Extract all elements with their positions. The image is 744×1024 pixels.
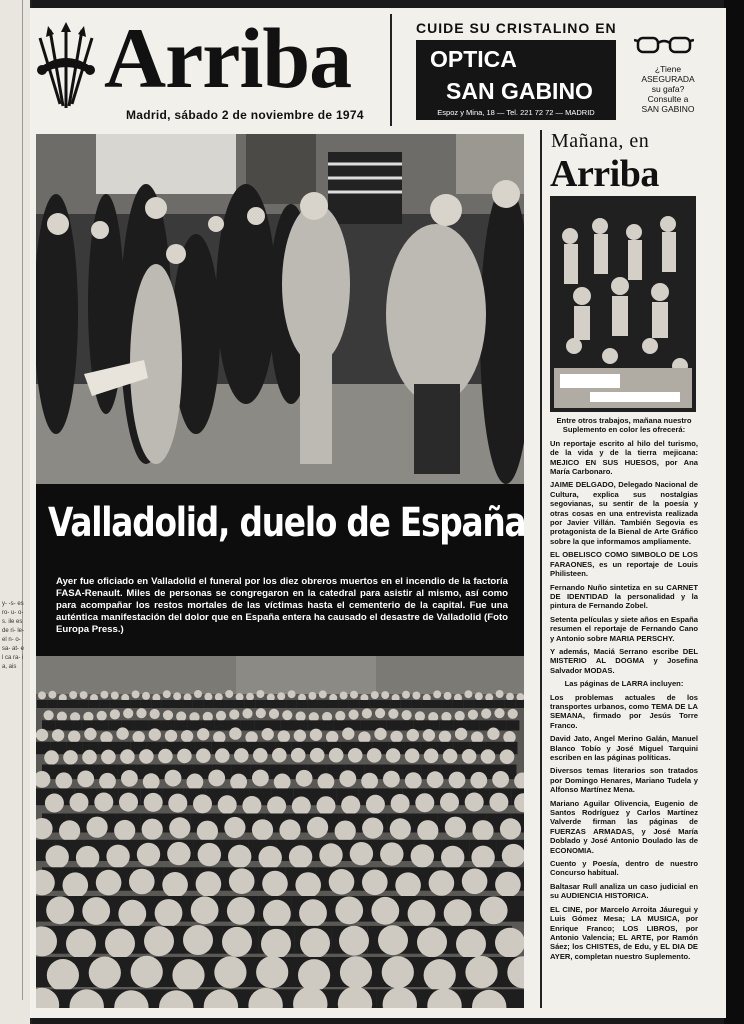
- sidebar-heading-title: Arriba: [550, 153, 659, 195]
- yoke-and-arrows-emblem-icon: [36, 22, 96, 112]
- left-page-text-fragment: y- -s- es ro- u- o- s. ile es de ri- le- el n- o- sa- at- el ca ra- ia, ais: [2, 601, 25, 670]
- larra-item: David Jato, Angel Merino Galán, Manuel Blanco Tobío y José Miguel Tarquini escriben en las páginas políticas.: [550, 734, 698, 762]
- sidebar-item: Fernando Nuño sintetiza en su CARNET DE IDENTIDAD la personalidad y la pintura de Fernando Zobel.: [550, 582, 698, 611]
- larra-item: Diversos temas literarios son tratados por Domingo Henares, Mariano Tudela y Alfonso Martínez Mena.: [550, 766, 698, 795]
- photo-caption: Ayer fue oficiado en Valladolid el funeral por los diez obreros muertos en el incendio de la factoría FASA-Renault. Miles de personas se congregaron en la catedral para asistir al mismo, así como para acompañar los restos mortales de las víctimas hasta el cementerio de la capital. Fue una auténtica manifestación del dolor que en España entera ha causado el desastre de Valladolid (Foto Europa Press.): [56, 576, 508, 635]
- dateline: Madrid, sábado 2 de noviembre de 1974: [126, 108, 364, 122]
- right-dark-margin: [724, 0, 744, 1024]
- sidebar-item: EL OBELISCO COMO SIMBOLO DE LOS FARAONES, es un reportaje de Louis Philisteen.: [550, 550, 698, 579]
- previous-page-edge: [0, 0, 32, 1024]
- supplement-cover-photo: [550, 196, 696, 412]
- larra-item: Cuento y Poesía, dentro de nuestro Concurso habitual.: [550, 859, 698, 878]
- ad-question-line: su gafa?: [651, 84, 685, 94]
- sidebar-intro: Entre otros trabajos, mañana nuestro Suplemento en color les ofrecerá:: [556, 416, 692, 435]
- larra-item: Mariano Aguilar Olivencia, Eugenio de Santos Rodríguez y Carlos Martínez Valverde firman las páginas de FUERZAS ARMADAS, y José María Doblado y José Antonio Doulado las de ECONOMIA.: [550, 798, 698, 855]
- sidebar-item: Un reportaje escrito al hilo del turismo, de la vida y de la tierra mejicana: MEJICO EN SUS HUESOS, por Ana María Carbonaro.: [550, 438, 698, 477]
- ad-brand-line2: SAN GABINO: [446, 78, 593, 104]
- ad-question: [624, 64, 712, 114]
- larra-item: Baltasar Rull analiza un caso judicial en su AUDIENCIA HISTORICA.: [550, 881, 698, 901]
- larra-item: Los problemas actuales de los transportes urbanos, como TEMA DE LA SEMANA, firmado por Jesús Torre Franco.: [550, 692, 698, 730]
- sidebar-heading-tomorrow: Mañana, en: [551, 130, 650, 152]
- ad-brand-box: [416, 40, 616, 106]
- cathedral-crowd-photo: [36, 656, 524, 1008]
- page-fold-line: [4, 0, 23, 1000]
- ad-question-line: ¿Tiene: [654, 64, 682, 74]
- sidebar-item: Y además, Maciá Serrano escribe DEL MISTERIO AL DOGMA y Josefina Salvador MODAS.: [550, 646, 698, 675]
- ad-brand-line1: OPTICA: [430, 46, 517, 72]
- funeral-procession-photo: [36, 134, 524, 484]
- larra-item: EL CINE, por Marcelo Arroita Jáuregui y Luis Gómez Mesa; LA MUSICA, por Enrique Franco; LOS LIBROS, por Antonio Valencia; EL ARTE, por Ramón Sáez; los CHISTES, de Edu, y EL DIA DE AYER, completan nuestro Suplemento.: [550, 904, 698, 961]
- ad-question-line: SAN GABINO: [641, 104, 695, 114]
- masthead-title: Arriba: [104, 10, 352, 106]
- eyeglasses-icon: [634, 34, 694, 56]
- sidebar-text: [550, 416, 698, 965]
- ad-question-line: ASEGURADA: [641, 74, 695, 84]
- larra-heading: Las páginas de LARRA incluyen:: [564, 679, 684, 689]
- ad-question-line: Consulte a: [647, 94, 689, 104]
- ad-slogan: CUIDE SU CRISTALINO EN: [416, 20, 617, 36]
- ad-address: Espoz y Mina, 18 — Tel. 221 72 72 — MADRID: [416, 106, 616, 120]
- sidebar-item: Setenta películas y siete años en España resumen el reportaje de Fernando Cano y Antonio sobre MARIA PERSCHY.: [550, 614, 698, 643]
- main-headline: Valladolid, duelo de España: [48, 500, 526, 546]
- masthead-divider: [390, 14, 392, 126]
- sidebar-item: JAIME DELGADO, Delegado Nacional de Cultura, explica sus nostalgias segovianas, su sentir de la poesía y otras cosas en una entrevista realizada por Javier Villán. También Segovia es protagonista de la Bienal de Arte Gráfico sobre la que informamos ampliamente.: [550, 480, 698, 546]
